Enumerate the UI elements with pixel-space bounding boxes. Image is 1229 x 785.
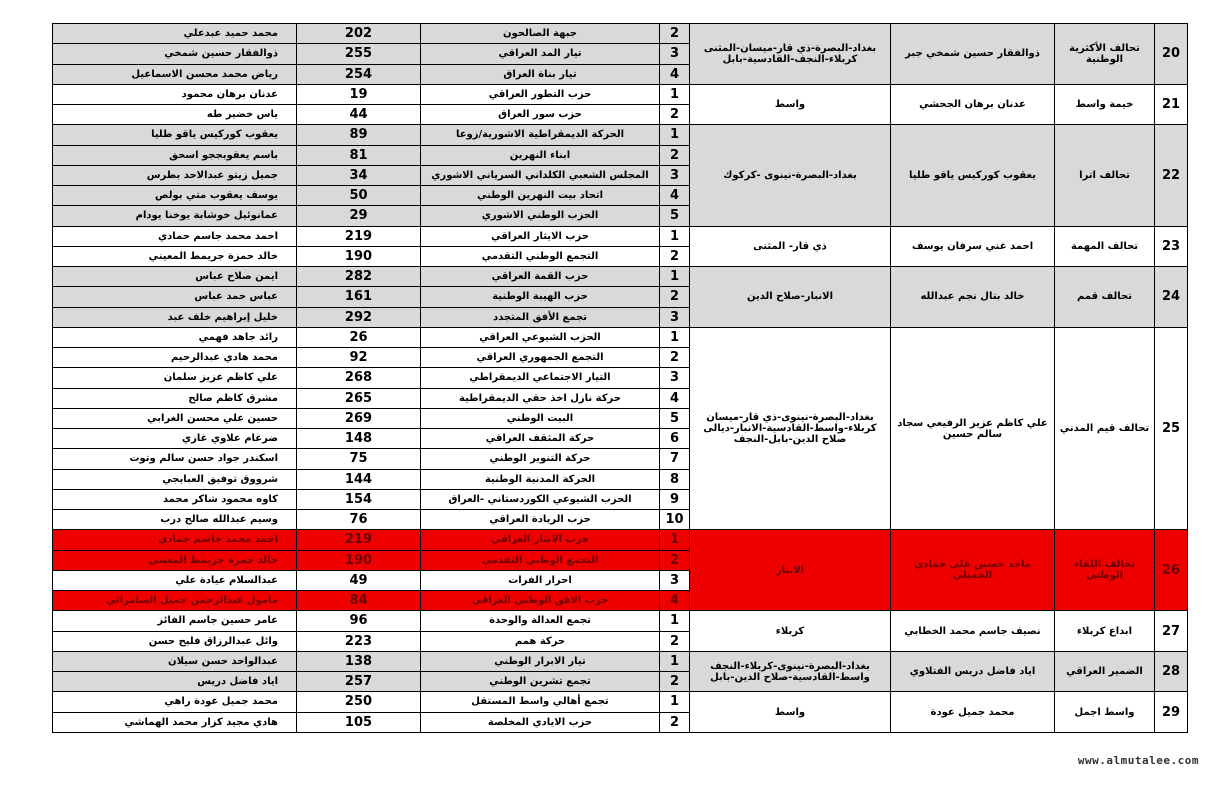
party-name: تيار بناة العراق [421,64,660,84]
party-index: 1 [660,226,690,246]
coalition-leader: عدنان برهان الجحشي [891,84,1055,125]
party-name: الحزب الشيوعي العراقي [421,327,660,347]
party-index: 2 [660,105,690,125]
party-index: 5 [660,206,690,226]
coalition-number: 21 [1155,84,1188,125]
party-name: تجمع العدالة والوحدة [421,611,660,631]
vote-count: 257 [297,672,421,692]
party-name: الحزب الشيوعي الكوردستاني -العراق [421,489,660,509]
candidate-name: عبدالواحد حسن سيلان [53,651,297,671]
candidate-name: ياس خضير طه [53,105,297,125]
candidate-name: يعقوب كوركيس ياقو طليا [53,125,297,145]
candidate-name: مامول عبدالرحمن جميل السامرائي [53,591,297,611]
party-index: 2 [660,550,690,570]
coalition-name: الضمير العراقي [1055,651,1155,692]
party-index: 1 [660,611,690,631]
coalition-number: 26 [1155,530,1188,611]
vote-count: 269 [297,408,421,428]
coalition-provinces: الانبار [690,530,891,611]
party-index: 3 [660,368,690,388]
website-watermark: www.almutalee.com [1077,754,1199,767]
party-name: حزب الهيبة الوطنية [421,287,660,307]
party-name: المجلس الشعبي الكلداني السرياني الاشوري [421,165,660,185]
candidate-name: محمد هادي عبدالرحيم [53,348,297,368]
table-row [53,327,1188,347]
candidate-name: خليل إبراهيم خلف عبد [53,307,297,327]
table-row [53,226,1188,246]
coalition-leader: علي كاظم عزيز الرفيعي سجاد سالم حسين [891,327,1055,530]
party-index: 8 [660,469,690,489]
coalition-leader: محمد جميل عودة [891,692,1055,733]
party-name: التيار الاجتماعي الديمقراطي [421,368,660,388]
party-index: 6 [660,429,690,449]
vote-count: 34 [297,165,421,185]
party-name: تجمع الأفق المتجدد [421,307,660,327]
vote-count: 138 [297,651,421,671]
coalition-name: تحالف الأكثرية الوطنية [1055,24,1155,85]
party-index: 2 [660,348,690,368]
vote-count: 144 [297,469,421,489]
party-name: حزب القمة العراقي [421,267,660,287]
vote-count: 26 [297,327,421,347]
party-name: التجمع الوطني التقدمي [421,550,660,570]
candidate-name: عامر حسين جاسم الفائز [53,611,297,631]
coalition-leader: يعقوب كوركيس ياقو طليا [891,125,1055,226]
party-index: 2 [660,145,690,165]
party-index: 4 [660,64,690,84]
party-index: 1 [660,84,690,104]
vote-count: 96 [297,611,421,631]
candidate-name: ضرغام علاوي غازي [53,429,297,449]
table-row [53,651,1188,671]
coalition-leader: اياد فاضل دريس الفتلاوي [891,651,1055,692]
vote-count: 49 [297,570,421,590]
party-name: الحركة الديمقراطية الاشورية/زوعا [421,125,660,145]
party-name: تيار الابرار الوطني [421,651,660,671]
party-name: الحركة المدنية الوطنية [421,469,660,489]
vote-count: 202 [297,24,421,44]
coalition-name: خيمة واسط [1055,84,1155,125]
candidate-name: يوسف يعقوب متي بولص [53,186,297,206]
party-name: حزب الريادة العراقي [421,510,660,530]
coalition-leader: ذوالفقار حسين شمخي جبر [891,24,1055,85]
vote-count: 92 [297,348,421,368]
coalition-leader: نصيف جاسم محمد الخطابي [891,611,1055,652]
table-row [53,692,1188,712]
candidate-name: هادي مجيد كزار محمد الهماشي [53,712,297,732]
candidate-name: شرووق توفيق العبايجي [53,469,297,489]
vote-count: 190 [297,550,421,570]
coalition-name: تحالف اللقاء الوطني [1055,530,1155,611]
candidate-name: باسم يعقوبججو اسحق [53,145,297,165]
party-index: 9 [660,489,690,509]
coalition-number: 28 [1155,651,1188,692]
candidate-name: وائل عبدالرزاق فليح حسن [53,631,297,651]
party-index: 2 [660,287,690,307]
vote-count: 219 [297,226,421,246]
party-index: 3 [660,44,690,64]
coalition-number: 24 [1155,267,1188,328]
candidate-name: خالد حمزة جريمط المعيني [53,550,297,570]
candidate-name: كاوه محمود شاكر محمد [53,489,297,509]
candidate-name: اياد فاضل دريس [53,672,297,692]
vote-count: 154 [297,489,421,509]
coalition-number: 22 [1155,125,1188,226]
vote-count: 161 [297,287,421,307]
party-index: 2 [660,631,690,651]
vote-count: 190 [297,246,421,266]
vote-count: 75 [297,449,421,469]
candidate-name: ايمن صلاح عباس [53,267,297,287]
party-index: 1 [660,267,690,287]
candidate-name: عدنان برهان محمود [53,84,297,104]
coalition-provinces: واسط [690,84,891,125]
coalition-provinces: ذي قار- المثنى [690,226,891,267]
coalition-number: 29 [1155,692,1188,733]
party-index: 1 [660,651,690,671]
candidate-name: رياض محمد محسن الاسماعيل [53,64,297,84]
coalition-leader: احمد غني سرفان يوسف [891,226,1055,267]
party-name: جبهة الصالحون [421,24,660,44]
candidate-name: وسيم عبدالله صالح درب [53,510,297,530]
candidate-name: جميل زيتو عبدالاحد بطرس [53,165,297,185]
party-index: 3 [660,570,690,590]
table-row [53,611,1188,631]
vote-count: 282 [297,267,421,287]
coalition-provinces: كربلاء [690,611,891,652]
party-index: 7 [660,449,690,469]
vote-count: 76 [297,510,421,530]
candidate-name: رائد جاهد فهمي [53,327,297,347]
party-name: ابناء النهرين [421,145,660,165]
party-name: حركة المثقف العراقي [421,429,660,449]
coalition-number: 25 [1155,327,1188,530]
vote-count: 19 [297,84,421,104]
vote-count: 254 [297,64,421,84]
candidate-name: محمد جميل عودة راهي [53,692,297,712]
party-name: تجمع أهالي واسط المستقل [421,692,660,712]
party-name: اتحاد بيت النهرين الوطني [421,186,660,206]
party-name: حزب الافق الوطني العراقي [421,591,660,611]
party-name: حزب الايثار العراقي [421,226,660,246]
party-name: التجمع الجمهوري العراقي [421,348,660,368]
party-index: 1 [660,125,690,145]
vote-count: 250 [297,692,421,712]
table-row [53,530,1188,550]
coalition-name: واسط اجمل [1055,692,1155,733]
vote-count: 89 [297,125,421,145]
party-name: حركة همم [421,631,660,651]
vote-count: 84 [297,591,421,611]
candidate-name: ذوالفقار حسين شمخي [53,44,297,64]
party-index: 4 [660,186,690,206]
vote-count: 50 [297,186,421,206]
candidate-name: احمد محمد جاسم حمادي [53,530,297,550]
table-row [53,24,1188,44]
coalitions-table [52,23,1188,733]
party-index: 4 [660,388,690,408]
party-name: حركة نازل اخذ حقي الديمقراطية [421,388,660,408]
candidate-name: احمد محمد جاسم حمادي [53,226,297,246]
party-name: حزب الايادي المخلصة [421,712,660,732]
coalition-name: تحالف المهمة [1055,226,1155,267]
vote-count: 292 [297,307,421,327]
coalition-provinces: بغداد-البصرة-نينوى-كربلاء-النجف واسط-القادسية-صلاح الدين-بابل [690,651,891,692]
candidate-name: خالد حمزة جريمط المعيني [53,246,297,266]
candidate-name: اسكندر جواد حسن سالم وتوت [53,449,297,469]
vote-count: 81 [297,145,421,165]
party-index: 2 [660,246,690,266]
candidate-name: عمانوئيل خوشابة يوخنا يودام [53,206,297,226]
coalition-provinces: بغداد-البصرة-ذي قار-ميسان-المثنى كربلاء-النجف-القادسية-بابل [690,24,891,85]
coalition-number: 27 [1155,611,1188,652]
party-index: 1 [660,327,690,347]
coalition-name: ابداع كربلاء [1055,611,1155,652]
coalition-leader: خالد بتال نجم عبدالله [891,267,1055,328]
party-name: البيت الوطني [421,408,660,428]
vote-count: 148 [297,429,421,449]
party-name: تيار المد العراقي [421,44,660,64]
candidate-name: مشرق كاظم صالح [53,388,297,408]
coalition-name: تحالف قمم [1055,267,1155,328]
party-index: 1 [660,530,690,550]
party-index: 2 [660,712,690,732]
party-index: 1 [660,692,690,712]
party-name: تجمع تشرين الوطني [421,672,660,692]
party-name: حركة التنوير الوطني [421,449,660,469]
vote-count: 255 [297,44,421,64]
coalition-provinces: بغداد-البصرة-نينوى-ذي قار-ميسان كربلاء-واسط-القادسية-الانبار-ديالى صلاح الدين-بابل-النجف [690,327,891,530]
coalition-number: 20 [1155,24,1188,85]
vote-count: 223 [297,631,421,651]
table-row [53,84,1188,104]
party-index: 3 [660,307,690,327]
party-index: 2 [660,24,690,44]
candidate-name: عبدالسلام عيادة علي [53,570,297,590]
table-row [53,267,1188,287]
party-name: حزب سور العراق [421,105,660,125]
candidate-name: محمد حميد عبدعلي [53,24,297,44]
vote-count: 105 [297,712,421,732]
coalition-provinces: الانبار-صلاح الدين [690,267,891,328]
coalition-name: تحالف قيم المدني [1055,327,1155,530]
party-name: حزب التطور العراقي [421,84,660,104]
party-name: التجمع الوطني التقدمي [421,246,660,266]
party-index: 5 [660,408,690,428]
coalition-provinces: بغداد-البصرة-نينوى -كركوك [690,125,891,226]
coalition-number: 23 [1155,226,1188,267]
party-name: حزب الايثار العراقي [421,530,660,550]
vote-count: 268 [297,368,421,388]
vote-count: 219 [297,530,421,550]
vote-count: 29 [297,206,421,226]
coalition-name: تحالف اترا [1055,125,1155,226]
vote-count: 265 [297,388,421,408]
party-index: 4 [660,591,690,611]
party-index: 2 [660,672,690,692]
candidate-name: حسين علي محسن الغرابي [53,408,297,428]
candidate-name: علي كاظم عزيز سلمان [53,368,297,388]
party-index: 3 [660,165,690,185]
coalition-provinces: واسط [690,692,891,733]
table-row [53,125,1188,145]
vote-count: 44 [297,105,421,125]
coalition-leader: ماجد حسين علي حمادي الجميلي [891,530,1055,611]
party-name: احرار الفرات [421,570,660,590]
candidate-name: عباس حمد عباس [53,287,297,307]
party-index: 10 [660,510,690,530]
party-name: الحزب الوطني الاشوري [421,206,660,226]
